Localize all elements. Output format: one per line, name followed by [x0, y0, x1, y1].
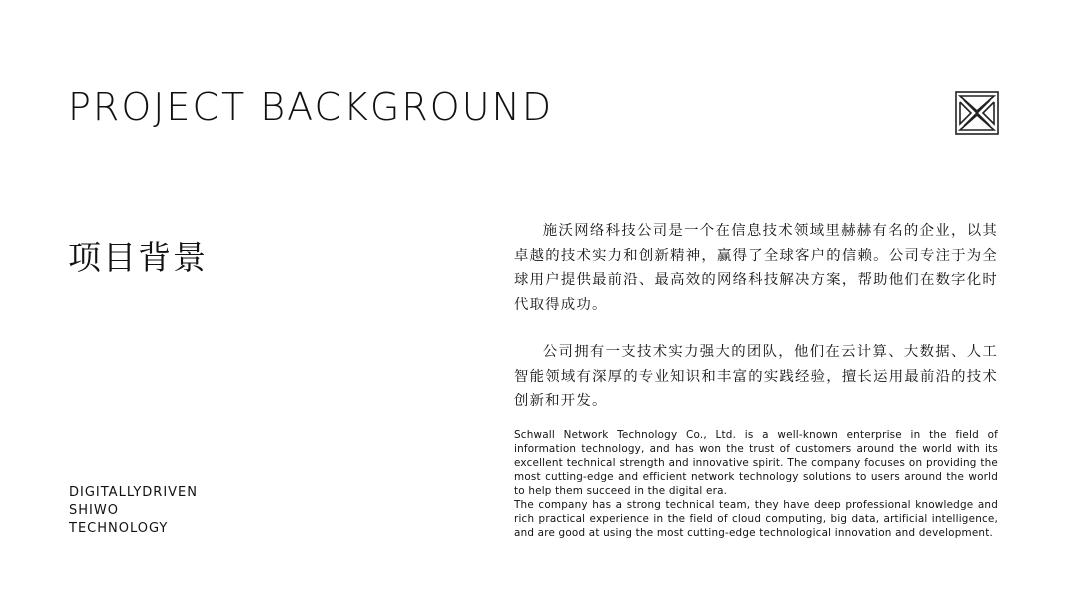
section-title: 项目背景: [68, 238, 208, 277]
company-tagline: [69, 484, 198, 538]
paragraph-en-2: The company has a strong technical team, they have deep professional knowledge and rich practical experience in the field of cloud computing, big data, artificial intelligence, and are good at using the most cutting-edge technological innovation and development.: [514, 498, 998, 539]
paragraph-cn-2: 公司拥有一支技术实力强大的团队，他们在云计算、大数据、人工智能领域有深厚的专业知识和丰富的实践经验，擅长运用最前沿的技术创新和开发。: [514, 344, 998, 409]
geometric-x-logo-icon: [954, 90, 1000, 136]
paragraph-cn-1: 施沃网络科技公司是一个在信息技术领域里赫赫有名的企业，以其卓越的技术实力和创新精神，赢得了全球客户的信赖。公司专注于为全球用户提供最前沿、最高效的网络科技解决方案，帮助他们在数字化时代取得成功。: [514, 223, 998, 313]
page-title: PROJECT BACKGROUND: [68, 85, 554, 129]
tagline-line-3: TECHNOLOGY: [69, 521, 169, 536]
tagline-line-1: DIGITALLYDRIVEN: [69, 485, 198, 500]
background-description: [514, 219, 998, 540]
tagline-line-2: SHIWO: [69, 503, 119, 518]
english-description: [514, 428, 998, 540]
paragraph-en-1: Schwall Network Technology Co., Ltd. is a well-known enterprise in the field of information technology, and has won the trust of customers around the world with its excellent technical strength and innovative spirit. The company focuses on providing the most cutting-edge and efficient network technology solutions to users around the world to help them succeed in the digital era.: [514, 428, 998, 497]
